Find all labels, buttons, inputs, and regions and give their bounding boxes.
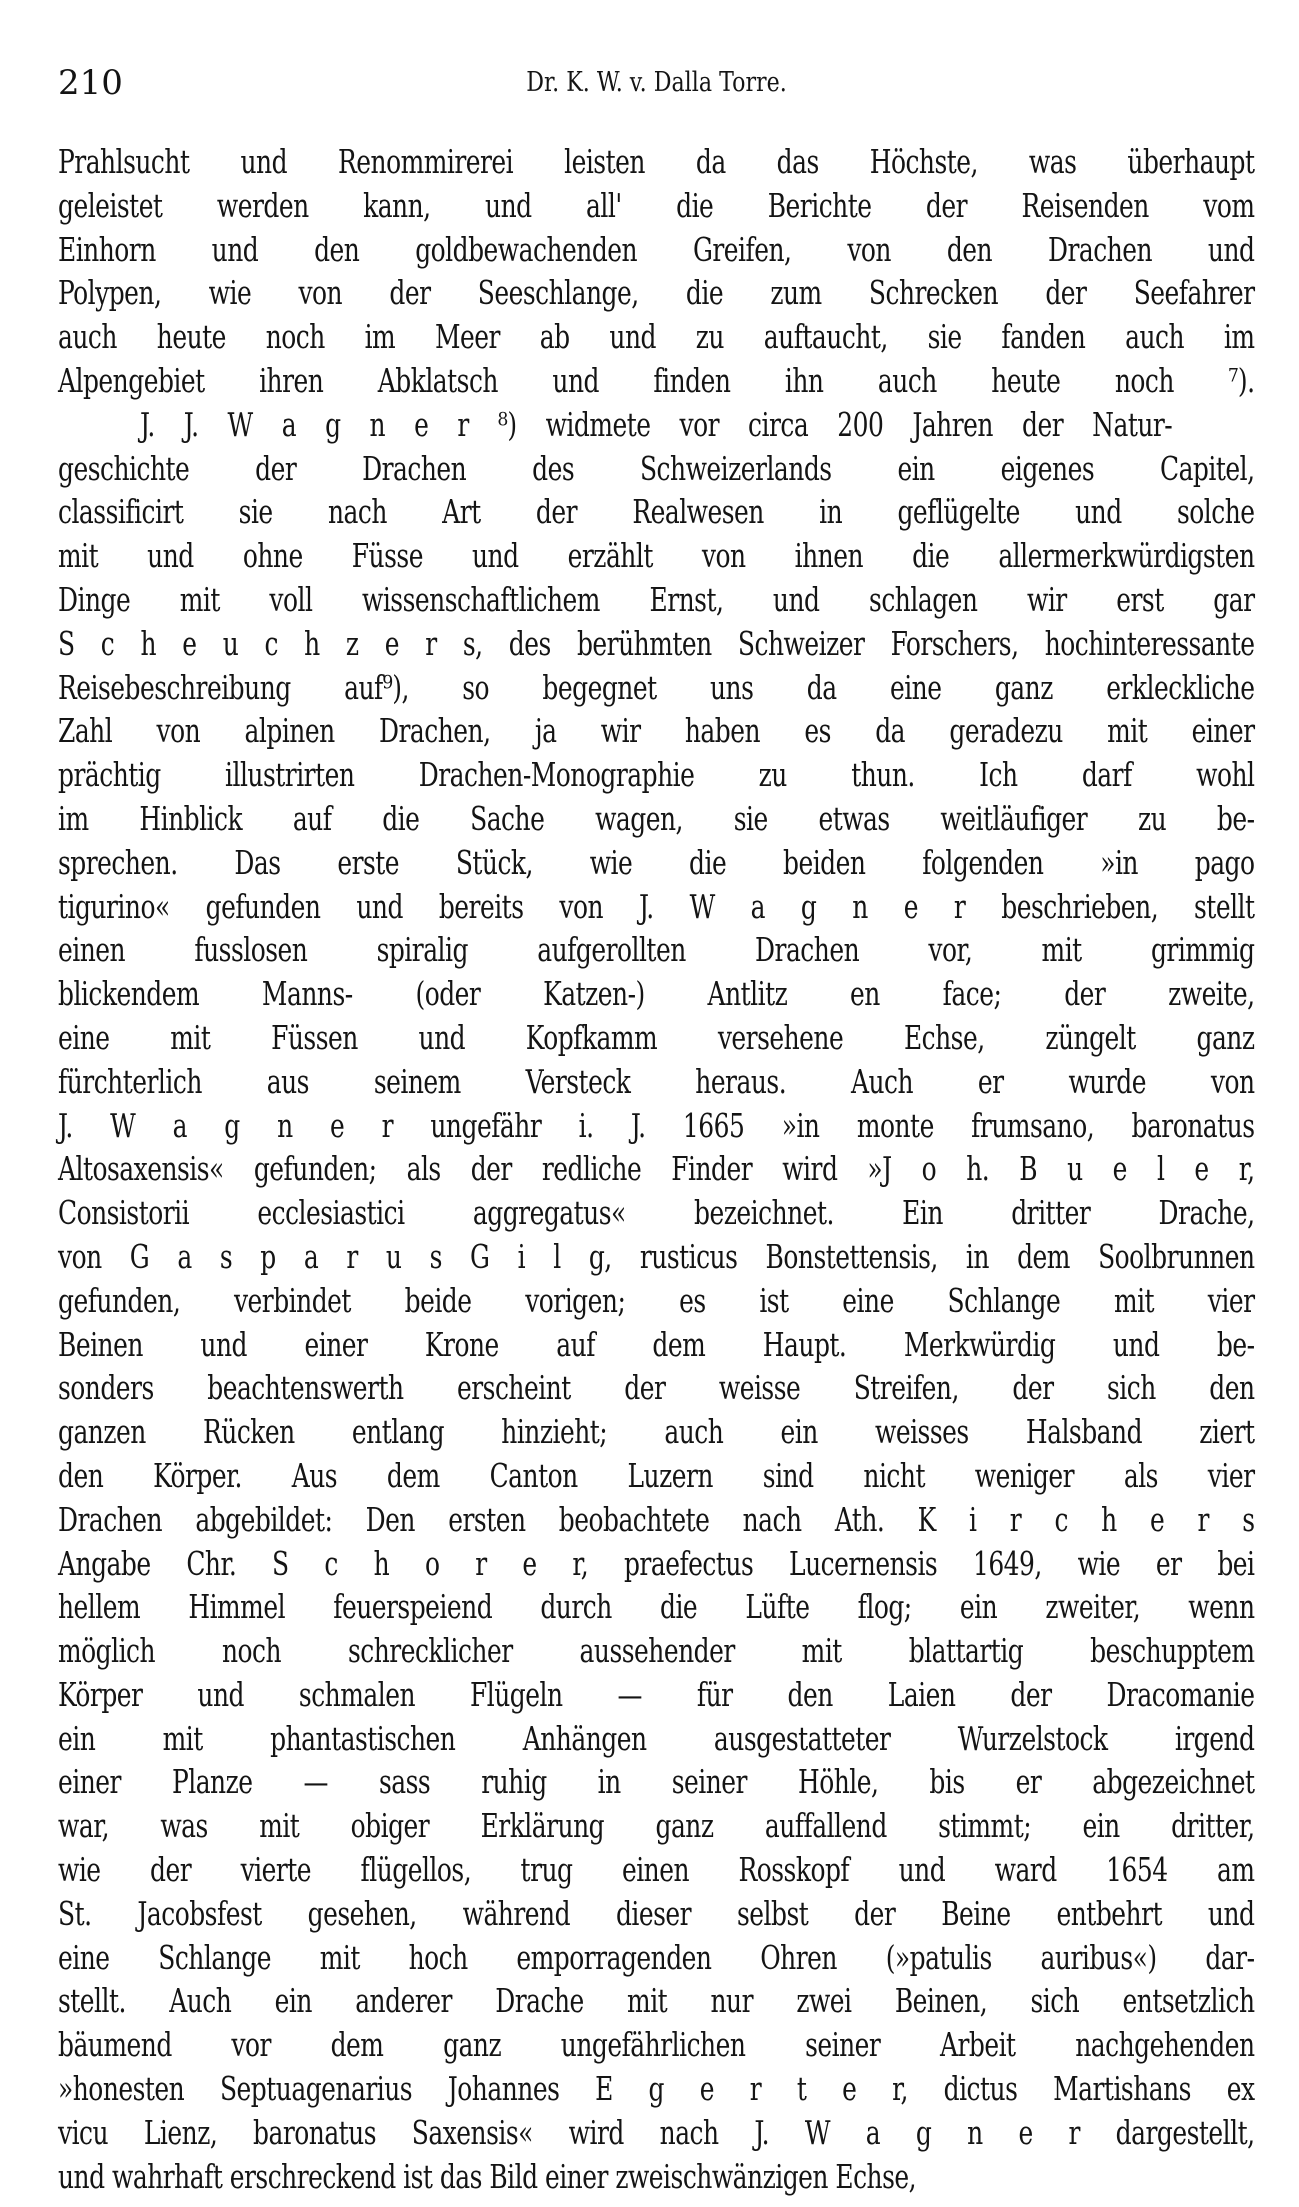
text-line-content: Alpengebiet ihren Abklatsch und finden ihn auch heute noch ⁷). — [58, 360, 1255, 400]
text-line-content: Körper und schmalen Flügeln — für den Laien der Dracomanie — [58, 1674, 1255, 1714]
text-line-content: Consistorii ecclesiastici aggregatus« bezeichnet. Ein dritter Drache, — [58, 1193, 1255, 1233]
text-line — [58, 359, 1255, 403]
text-line-content: geleistet werden kann, und all' die Berichte der Reisenden vom — [58, 185, 1255, 225]
page-header — [58, 58, 1255, 108]
text-line — [58, 1147, 1255, 1191]
text-line — [58, 1454, 1255, 1498]
text-line — [58, 1673, 1255, 1717]
text-line-content: wie der vierte flügellos, trug einen Rosskopf und ward 1654 am — [58, 1850, 1255, 1890]
text-line-content: classificirt sie nach Art der Realwesen in geflügelte und solche — [58, 492, 1255, 532]
text-line-content: stellt. Auch ein anderer Drache mit nur zwei Beinen, sich entsetzlich — [58, 1981, 1255, 2021]
text-line — [58, 1060, 1255, 1104]
text-line — [58, 447, 1255, 491]
text-line-content: Einhorn und den goldbewachenden Greifen, von den Drachen und — [58, 229, 1255, 269]
text-line — [58, 709, 1255, 753]
text-line — [58, 622, 1255, 666]
text-line-content: blickendem Manns- (oder Katzen-) Antlitz en face; der zweite, — [58, 974, 1255, 1014]
text-line — [58, 2155, 1255, 2199]
text-line — [58, 1804, 1255, 1848]
text-line-content: ganzen Rücken entlang hinzieht; auch ein weisses Halsband ziert — [58, 1412, 1255, 1452]
text-line — [58, 1104, 1255, 1148]
text-line — [58, 972, 1255, 1016]
text-line — [58, 1323, 1255, 1367]
text-line-content: sprechen. Das erste Stück, wie die beiden folgenden »in pago — [58, 842, 1255, 882]
text-line-content: Dinge mit voll wissenschaftlichem Ernst, und schlagen wir erst gar — [58, 579, 1255, 619]
text-line-content: J. W a g n e r ungefähr i. J. 1665 »in monte frumsano, baronatus — [58, 1105, 1255, 1145]
text-line-content: prächtig illustrirten Drachen-Monographie zu thun. Ich darf wohl — [58, 755, 1255, 795]
text-line-content: auch heute noch im Meer ab und zu auftaucht, sie fanden auch im — [58, 317, 1255, 357]
text-line-content: sonders beachtenswerth erscheint der weisse Streifen, der sich den — [58, 1368, 1255, 1408]
text-line — [58, 841, 1255, 885]
text-line — [58, 1848, 1255, 1892]
text-line-content: S c h e u c h z e r s, des berühmten Schweizer Forschers, hochinteressante — [58, 623, 1255, 663]
text-line-content: Reisebeschreibung auf⁹), so begegnet uns da eine ganz erkleckliche — [58, 667, 1255, 707]
text-line-content: J. J. W a g n e r ⁸) widmete vor circa 200 Jahren der Natur- — [140, 404, 1173, 444]
text-line-content: hellem Himmel feuerspeiend durch die Lüfte flog; ein zweiter, wenn — [58, 1587, 1255, 1627]
text-line — [58, 1629, 1255, 1673]
text-line — [58, 2023, 1255, 2067]
text-line — [58, 1936, 1255, 1980]
text-line-content: gefunden, verbindet beide vorigen; es ist eine Schlange mit vier — [58, 1280, 1255, 1320]
text-line-content: St. Jacobsfest gesehen, während dieser selbst der Beine entbehrt und — [58, 1893, 1255, 1933]
text-line — [58, 1279, 1255, 1323]
text-line-content: tigurino« gefunden und bereits von J. W a g n e r beschrieben, stellt — [58, 886, 1255, 926]
text-line — [58, 578, 1255, 622]
text-line — [58, 928, 1255, 972]
text-line-content: Angabe Chr. S c h o r e r, praefectus Lucernensis 1649, wie er bei — [58, 1543, 1255, 1583]
text-line-content: Polypen, wie von der Seeschlange, die zum Schrecken der Seefahrer — [58, 273, 1255, 313]
text-line — [58, 1979, 1255, 2023]
text-line — [58, 315, 1255, 359]
text-line — [58, 403, 1255, 447]
text-line-content: vicu Lienz, baronatus Saxensis« wird nach J. W a g n e r dargestellt, — [58, 2112, 1255, 2152]
text-line — [58, 797, 1255, 841]
text-line-content: Drachen abgebildet: Den ersten beobachtete nach Ath. K i r c h e r s — [58, 1499, 1255, 1539]
text-line — [58, 1235, 1255, 1279]
text-line — [58, 1016, 1255, 1060]
text-line-content: mit und ohne Füsse und erzählt von ihnen die allermerkwürdigsten — [58, 536, 1255, 576]
text-line-content: den Körper. Aus dem Canton Luzern sind nicht weniger als vier — [58, 1455, 1255, 1495]
text-line — [58, 1892, 1255, 1936]
text-line — [58, 271, 1255, 315]
text-line-content: Prahlsucht und Renommirerei leisten da das Höchste, was überhaupt — [58, 142, 1255, 181]
page-number: 210 — [58, 63, 123, 103]
text-line — [58, 1542, 1255, 1586]
text-line-content: Beinen und einer Krone auf dem Haupt. Merkwürdig und be- — [58, 1324, 1255, 1364]
text-line-content: fürchterlich aus seinem Versteck heraus. Auch er wurde von — [58, 1061, 1255, 1101]
text-line — [58, 184, 1255, 228]
text-line — [58, 1498, 1255, 1542]
text-line-content: »honesten Septuagenarius Johannes E g e r t e r, dictus Martishans ex — [58, 2069, 1255, 2109]
text-line — [58, 2111, 1255, 2155]
text-line — [58, 1717, 1255, 1761]
text-line-content: war, was mit obiger Erklärung ganz auffallend stimmt; ein dritter, — [58, 1806, 1255, 1846]
text-line-content: eine mit Füssen und Kopfkamm versehene Echse, züngelt ganz — [58, 1017, 1255, 1057]
text-line-content: eine Schlange mit hoch emporragenden Ohren (»patulis auribus«) dar- — [58, 1937, 1255, 1977]
text-line-content: ein mit phantastischen Anhängen ausgestatteter Wurzelstock irgend — [58, 1718, 1255, 1758]
text-line — [58, 1410, 1255, 1454]
text-line-content: und wahrhaft erschreckend ist das Bild einer zweischwänzigen Echse, — [58, 2156, 917, 2196]
text-line — [58, 1191, 1255, 1235]
text-line-content: von G a s p a r u s G i l g, rusticus Bonstettensis, in dem Soolbrunnen — [58, 1236, 1255, 1276]
text-line-content: im Hinblick auf die Sache wagen, sie etwas weitläufiger zu be- — [58, 798, 1255, 838]
text-line — [58, 885, 1255, 929]
text-line-content: geschichte der Drachen des Schweizerlands ein eigenes Capitel, — [58, 448, 1255, 488]
text-line — [58, 1366, 1255, 1410]
text-line — [58, 666, 1255, 710]
text-line — [58, 228, 1255, 272]
body-text — [58, 140, 1255, 2198]
text-line — [58, 1760, 1255, 1804]
text-line-content: bäumend vor dem ganz ungefährlichen seiner Arbeit nachgehenden — [58, 2025, 1255, 2065]
text-line — [58, 1585, 1255, 1629]
text-line — [58, 534, 1255, 578]
text-line-content: möglich noch schrecklicher aussehender mit blattartig beschupptem — [58, 1631, 1255, 1671]
text-line — [58, 753, 1255, 797]
text-line — [58, 140, 1255, 184]
running-head: Dr. K. W. v. Dalla Torre. — [526, 67, 787, 98]
text-line-content: Altosaxensis« gefunden; als der redliche Finder wird »J o h. B u e l e r, — [58, 1149, 1255, 1189]
text-line — [58, 2067, 1255, 2111]
text-line-content: Zahl von alpinen Drachen, ja wir haben es da geradezu mit einer — [58, 711, 1255, 751]
text-line-content: einen fusslosen spiralig aufgerollten Drachen vor, mit grimmig — [58, 930, 1255, 970]
text-line-content: einer Planze — sass ruhig in seiner Höhle, bis er abgezeichnet — [58, 1762, 1255, 1802]
text-line — [58, 490, 1255, 534]
